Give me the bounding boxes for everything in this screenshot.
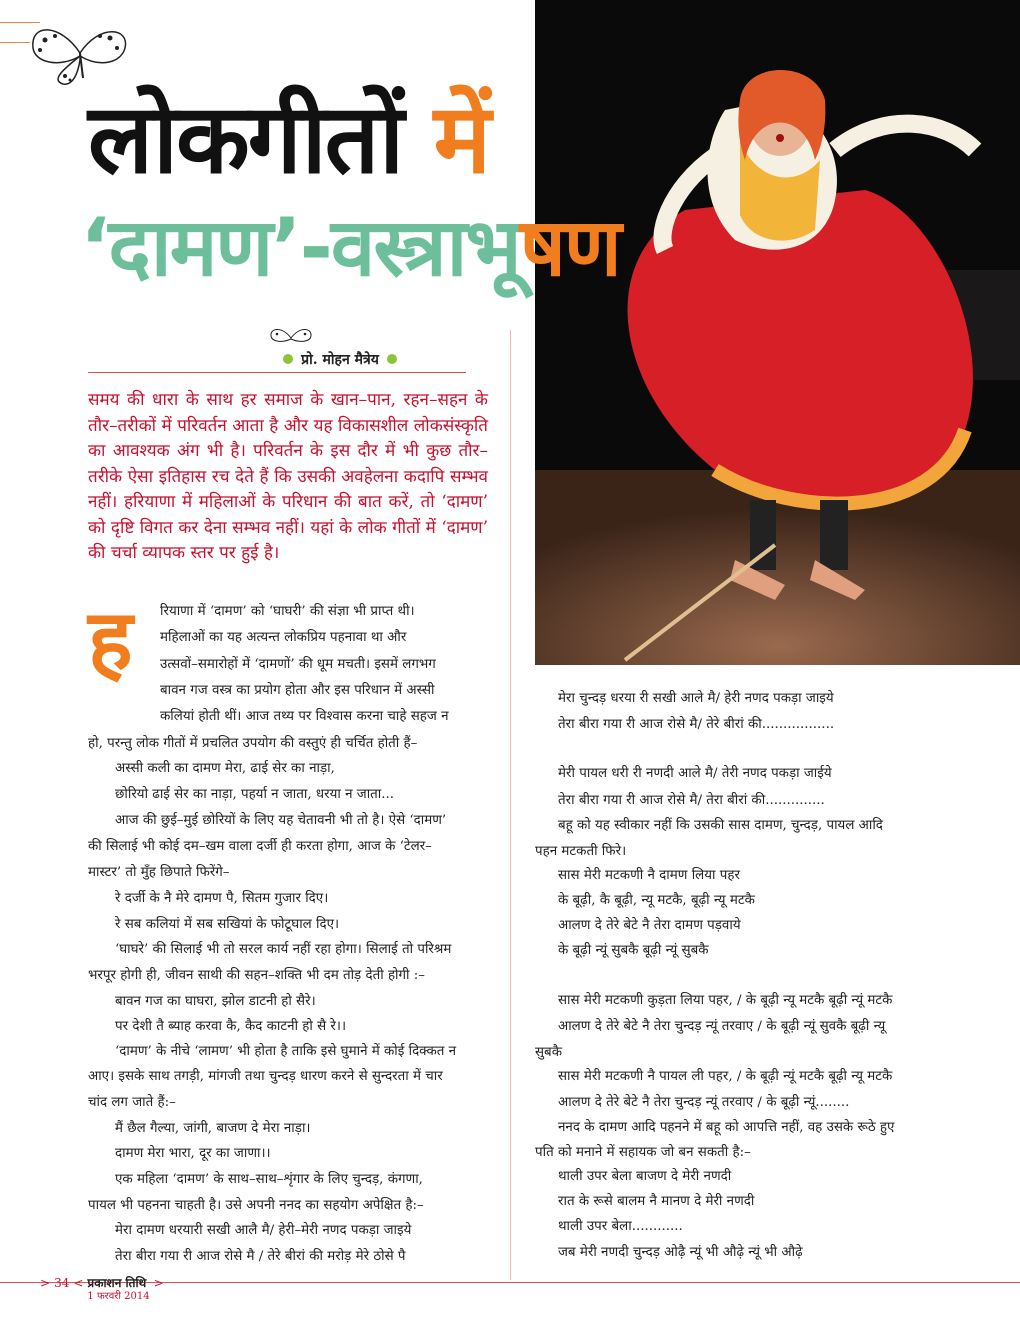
- title-line-1-main: लोकगीतों: [88, 83, 403, 195]
- footer-arrow: >: [40, 1276, 51, 1290]
- left-column-line: पर देशी तै ब्याह करवा कै, कैद काटनी हो सै रे।।: [115, 1019, 347, 1034]
- page-number: 34: [54, 1276, 70, 1290]
- left-column-line: छोरियो ढाई सेर का नाड़ा, पहर्या न जाता, धरया न जाता...: [115, 787, 395, 802]
- drop-cap: ह: [88, 591, 133, 689]
- author-divider: [88, 372, 466, 373]
- left-column-line: बावन गज वस्त्र का प्रयोग होता और इस परिधान में अस्सी: [160, 683, 435, 698]
- publication-info: [87, 1276, 149, 1304]
- right-column-line: आलण दे तेरे बेटे नै तेरा दामण पड़वाये: [558, 918, 741, 933]
- left-column-line: ‘दामण’ के नीचे ‘लामण’ भी होता है ताकि इसे घुमाने में कोई दिक्कत न: [115, 1044, 457, 1059]
- left-column-line: बावन गज का घाघरा, झोल डाटनी हो सैरे।: [115, 994, 316, 1009]
- left-column-line: मास्टर’ तो मुँह छिपाते फिरेंगे–: [88, 865, 230, 880]
- title-line-1-accent: में: [433, 83, 490, 195]
- footer: [40, 1276, 164, 1304]
- right-column-line: तेरा बीरा गया री आज रोसे मै/ तेरे बीरां की.................: [558, 717, 835, 732]
- right-column-line: थाली उपर बेला............: [558, 1219, 683, 1234]
- footer-arrow: >: [153, 1276, 164, 1290]
- right-column-line: जब मेरी नणदी चुन्दड़ ओढ़ै न्यूं भी औढ़े न्यूं भी औढ़े: [558, 1245, 803, 1260]
- intro-paragraph: समय की धारा के साथ हर समाज के खान–पान, रहन–सहन के तौर–तरीकों में परिवर्तन आता है और यह विकासशील लोकसंस्कृति का आवश्यक अंग भी है। परिवर्तन के इस दौर में भी कुछ तौर–तरीके ऐसा इतिहास रच देते हैं कि उसकी अवहेलना कदापि सम्भव नहीं। हरियाणा में महिलाओं के परिधान की बात करें, तो ‘दामण’ को दृष्टि विगत कर देना सम्भव नहीं। यहां के लोक गीतों में ‘दामण’ की चर्चा व्यापक स्तर पर हुई है।: [88, 390, 488, 563]
- left-column-line: हो, परन्तु लोक गीतों में प्रचलित उपयोग की वस्तुएं ही चर्चित होती हैं–: [88, 736, 418, 751]
- left-column-line: रे सब कलियां में सब सखियां के फोटूघाल दिए।: [115, 917, 340, 932]
- left-column-line: रियाणा में ‘दामण’ को ‘घाघरी’ की संज्ञा भी प्राप्त थी।: [160, 604, 415, 619]
- right-column-line: बहू को यह स्वीकार नहीं कि उसकी सास दामण, चुन्दड़, पायल आदि: [558, 818, 883, 833]
- right-column-line: पति को मनाने में सहायक जो बन सकती है:–: [535, 1145, 751, 1160]
- right-column-line: सास मेरी मटकणी कुड़ता लिया पहर, / के बूढ़ी न्यू मटकै बूढ़ी न्यूं मटकै: [558, 993, 893, 1008]
- right-column-line: तेरा बीरा गया री आज रोसे मै/ तेरा बीरां की..............: [558, 793, 825, 808]
- right-column-line: के बूढ़ी न्यूं सुबकै बूढ़ी न्यूं सुबकै: [558, 943, 709, 958]
- left-column-line: आज की छुई–मुई छोरियों के लिए यह चेतावनी भी तो है। ऐसे ‘दामण’: [115, 813, 447, 828]
- title-line-2-main: ‘दामण’-वस्त्राभू: [80, 201, 520, 294]
- left-column-line: दामण मेरा भारा, दूर का जाणा।।: [115, 1146, 271, 1161]
- right-column-line: मेरी पायल धरी री नणदी आले मै/ तेरी नणद पकड़ा जाईये: [558, 766, 832, 781]
- right-column-line: सास मेरी मटकणी नै दामण लिया पहर: [558, 868, 740, 883]
- left-column-line: की सिलाई भी कोई दम–खम वाला दर्जी ही करता होगा, आज के ‘टेलर–: [88, 839, 432, 854]
- left-column-line: महिलाओं का यह अत्यन्त लोकप्रिय पहनावा था और: [160, 630, 407, 645]
- author-byline: [230, 348, 450, 370]
- left-column-line: कलियां होती थीं। आज तथ्य पर विश्वास करना चाहे सहज न: [160, 709, 449, 724]
- left-column-line: भरपूर होगी ही, जीवन साथी की सहन–शक्ति भी दम तोड़ देती होगी :–: [88, 968, 425, 983]
- publication-date: 1 फरवरी 2014: [87, 1291, 150, 1302]
- right-column-line: आलण दे तेरे बेटे नै तेरा चुन्दड़ न्यूं तरवाए / के बूढ़ी न्यूं सुवकै बूढ़ी न्यू: [558, 1019, 886, 1034]
- right-column-line: रात के रूसे बालम नै मानण दे मेरी नणदी: [558, 1194, 755, 1209]
- publication-label: प्रकाशन तिथि: [87, 1276, 147, 1290]
- right-column-line: के बूढ़ी, कै बूढ़ी, न्यू मटकै, बूढ़ी न्यू मटकै: [558, 893, 755, 908]
- right-column-line: सास मेरी मटकणी नै पायल ली पहर, / के बूढ़ी न्यूं मटकै बूढ़ी न्यू मटकै: [558, 1069, 893, 1084]
- bullet-dot: [283, 354, 293, 364]
- title-line-2: [80, 190, 620, 299]
- right-column-line: थाली उपर बेला बाजण दे मेरी नणदी: [558, 1169, 732, 1184]
- right-column-line: सुबकै: [535, 1045, 562, 1060]
- small-butterfly-icon: [268, 326, 314, 350]
- left-column-line: रे दर्जी के नै मेरे दामण पै, सितम गुजार दिए।: [115, 891, 329, 906]
- left-column-line: एक महिला ‘दामण’ के साथ–साथ–शृंगार के लिए चुन्दड़, कंगणा,: [115, 1172, 423, 1187]
- author-name: प्रो. मोहन मैत्रेय: [301, 351, 379, 368]
- right-column-line: आलण दे तेरे बेटे नै तेरा चुन्दड़ न्यूं तरवाए / के बूढ़ी न्यूं........: [558, 1095, 850, 1110]
- footer-arrow: <: [73, 1276, 84, 1290]
- left-column-line: चांद लग जाते हैं:–: [88, 1095, 176, 1110]
- left-column-line: तेरा बीरा गया री आज रोसे मै / तेरे बीरां की मरोड़ मेरे ठोसे पै: [115, 1249, 406, 1264]
- title-line-2-accent: षण: [519, 201, 620, 294]
- left-column-line: अस्सी कली का दामण मेरा, ढाई सेर का नाड़ा,: [115, 761, 335, 776]
- left-column-line: पायल भी पहनना चाहती है। उसे अपनी ननद का सहयोग अपेक्षित है:–: [88, 1198, 424, 1213]
- right-column-line: पहन मटकती फिरे।: [535, 844, 627, 859]
- bullet-dot: [387, 354, 397, 364]
- dancer-photo: [535, 0, 1020, 665]
- title-line-1: [88, 70, 489, 201]
- left-column-line: उत्सवों–समारोहों में ‘दामणों’ की धूम मचती। इसमें लगभग: [160, 657, 436, 672]
- right-column-line: ननद के दामण आदि पहनने में बहू को आपत्ति नहीं, वह उसके रूठे हुए: [558, 1120, 895, 1135]
- left-column-line: आए। इसके साथ तगड़ी, मांगजी तथा चुन्दड़ धारण करने से सुन्दरता में चार: [88, 1069, 443, 1084]
- left-column-line: ‘घाघरे’ की सिलाई भी तो सरल कार्य नहीं रहा होगा। सिलाई तो परिश्रम: [115, 942, 452, 957]
- left-column-line: मैं छैल गैल्या, जांगी, बाजण दे मेरा नाड़ा।: [115, 1121, 311, 1136]
- left-column-line: मेरा दामण धरयारी सखी आलै मै/ हेरी–मेरी नणद पकड़ा जाइये: [115, 1223, 412, 1238]
- column-divider: [510, 330, 511, 1280]
- right-column-line: मेरा चुन्दड़ धरया री सखी आले मै/ हेरी नणद पकड़ा जाइये: [558, 691, 834, 706]
